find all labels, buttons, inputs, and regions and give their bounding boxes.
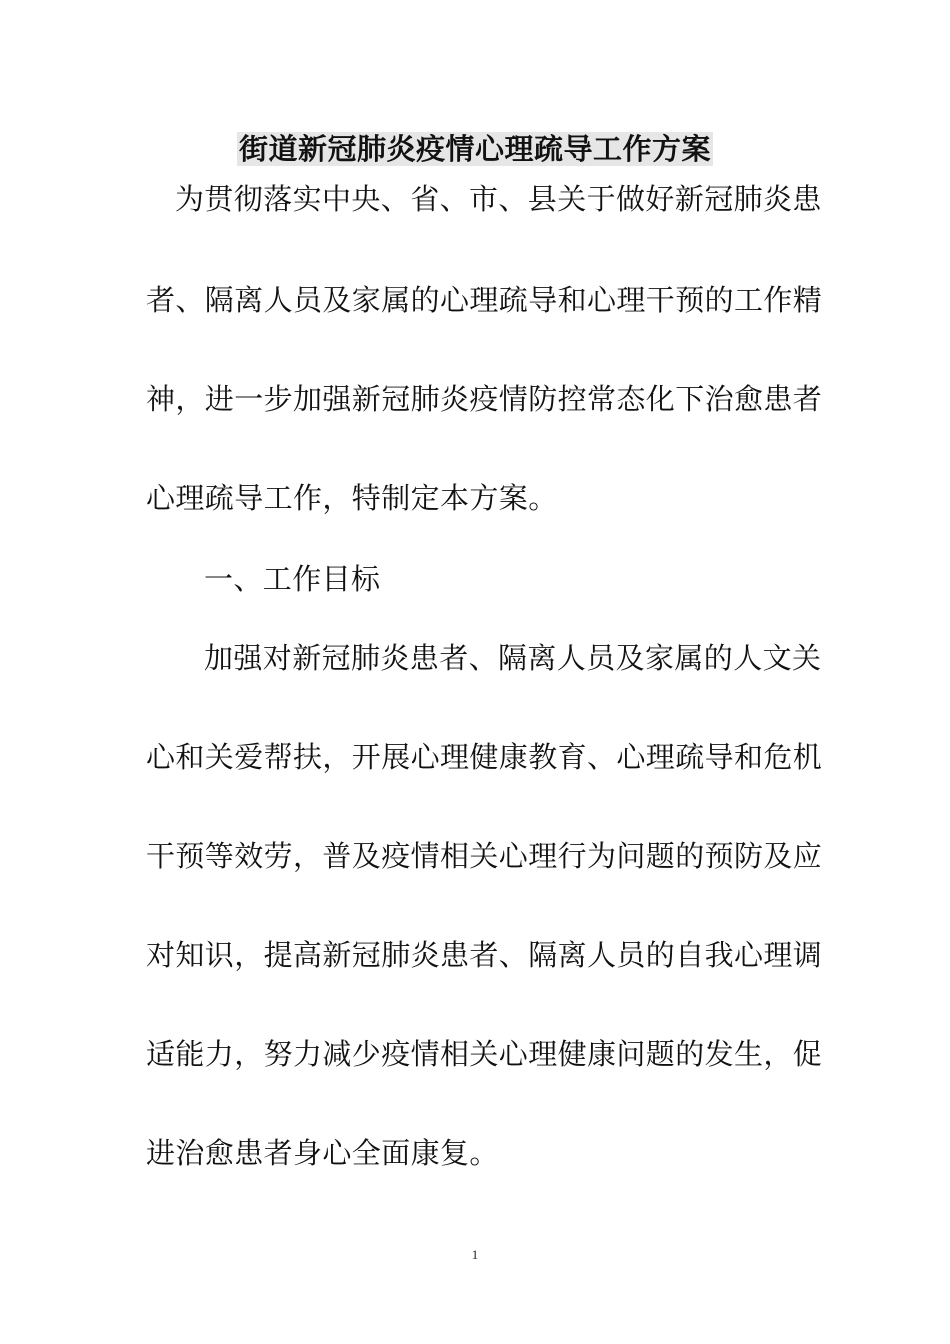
paragraph-line: 为贯彻落实中央、省、市、县关于做好新冠肺炎患 [175,182,822,216]
document-title [0,129,950,169]
document-title-text: 街道新冠肺炎疫情心理疏导工作方案 [238,132,711,166]
paragraph-line: 干预等效劳，普及疫情相关心理行为问题的预防及应 [146,839,823,873]
section-heading: 一、工作目标 [204,562,381,596]
paragraph-line: 对知识，提高新冠肺炎患者、隔离人员的自我心理调 [146,938,823,972]
paragraph-line: 心理疏导工作，特制定本方案。 [146,481,558,515]
paragraph-line: 适能力，努力减少疫情相关心理健康问题的发生，促 [146,1037,823,1071]
paragraph-line: 进治愈患者身心全面康复。 [146,1136,499,1170]
paragraph-line: 者、隔离人员及家属的心理疏导和心理干预的工作精 [146,283,823,317]
paragraph-line: 心和关爱帮扶，开展心理健康教育、心理疏导和危机 [146,740,823,774]
paragraph-line: 加强对新冠肺炎患者、隔离人员及家属的人文关 [204,641,822,675]
paragraph-line: 神，进一步加强新冠肺炎疫情防控常态化下治愈患者 [146,382,823,416]
page-number: 1 [471,1247,479,1262]
